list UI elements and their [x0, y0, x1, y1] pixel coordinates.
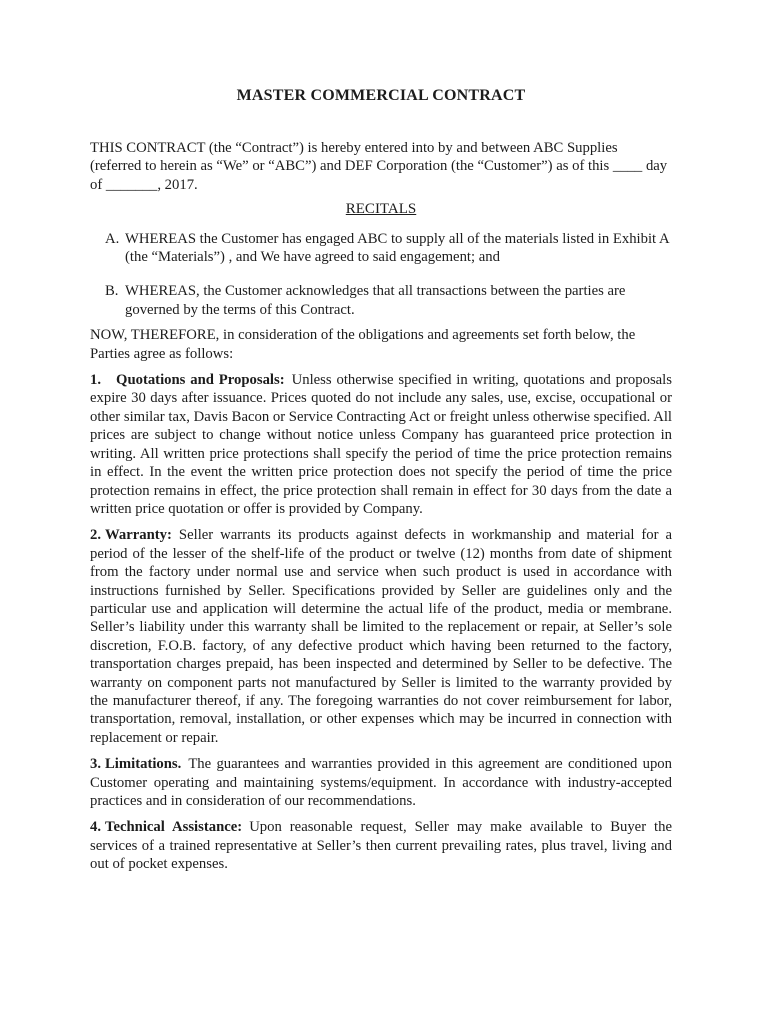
section-heading: Limitations. — [105, 756, 182, 773]
section-number: 4. — [90, 819, 102, 836]
recital-text: WHEREAS the Customer has engaged ABC to supply all of the materials listed in Exhibit A (the “Materials”) , and We have agreed to said engagement; and — [125, 230, 669, 266]
recital-text: WHEREAS, the Customer acknowledges that all transactions between the parties are governed by the terms of this Contract. — [125, 283, 626, 318]
section-heading: Quotations and Proposals: — [116, 372, 285, 389]
document-title: MASTER COMMERCIAL CONTRACT — [236, 87, 526, 104]
recital-marker: A. — [105, 230, 120, 247]
section-body: Unless otherwise specified in writing, quotations and proposals expire 30 days after issuance. Prices quoted do not include any sales, use, excise, occupational or other similar tax, Davis Bacon or Service Contracting Act or freight unless otherwise specified. All prices are subject to change without notice unless Company has guaranteed price protection in writing. All written price protections shall specify the period of time the price protection remains in effect. In the event the written price protection does not specify the period of time the price protection remains in effect, the price protection shall remain in effect for 30 days from the date a written price quotation or offer is provided by Company. — [90, 372, 672, 517]
section-limitations — [90, 755, 672, 810]
intro-paragraph: THIS CONTRACT (the “Contract”) is hereby entered into by and between ABC Supplies (referred to herein as “We” or “ABC”) and DEF Corporation (the “Customer”) as of this ____ day of _______, 2017. — [90, 140, 668, 193]
section-quotations-and-proposals — [90, 371, 672, 518]
section-number: 2. — [90, 527, 102, 544]
section-body: Upon reasonable request, Seller may make available to Buyer the services of a trained representative at Seller’s then current prevailing rates, plus travel, living and out of pocket expenses. — [90, 819, 673, 873]
recitals-heading: RECITALS — [345, 201, 417, 218]
section-number: 3. — [90, 756, 102, 773]
section-warranty — [90, 526, 672, 747]
section-body: The guarantees and warranties provided in this agreement are conditioned upon Customer operating and maintaining systems/equipment. In accordance with industry-accepted practices and in consideration of our recommendations. — [90, 756, 672, 809]
section-technical-assistance — [90, 818, 672, 873]
section-number: 1. — [90, 372, 102, 389]
section-heading: Technical Assistance: — [105, 819, 243, 836]
section-heading: Warranty: — [105, 527, 172, 544]
now-therefore-paragraph: NOW, THEREFORE, in consideration of the obligations and agreements set forth below, the Parties agree as follows: — [90, 327, 636, 362]
section-body: Seller warrants its products against defects in workmanship and material for a period of the lesser of the shelf-life of the product or twelve (12) months from date of shipment from the factory under normal use and service when such product is used in accordance with instructions furnished by Seller. Specifications provided by Seller are guidelines only and the particular use and application will determine the actual life of the product, media or membrane. Seller’s liability under this warranty shall be limited to the replacement or repair, at Seller’s sole discretion, F.O.B. factory, of any defective product which having been returned to the factory, transportation charges prepaid, has been inspected and determined by Seller to be defective. The warranty on component parts not manufactured by Seller is limited to the warranty provided by the manufacturer thereof, if any. The foregoing warranties do not cover reimbursement for labor, transportation, removal, installation, or other expenses which may be incurred in connection with replacement or repair. — [90, 527, 672, 746]
recital-item-b — [90, 282, 672, 319]
recital-marker: B. — [105, 283, 119, 300]
recital-item-a — [90, 230, 672, 267]
